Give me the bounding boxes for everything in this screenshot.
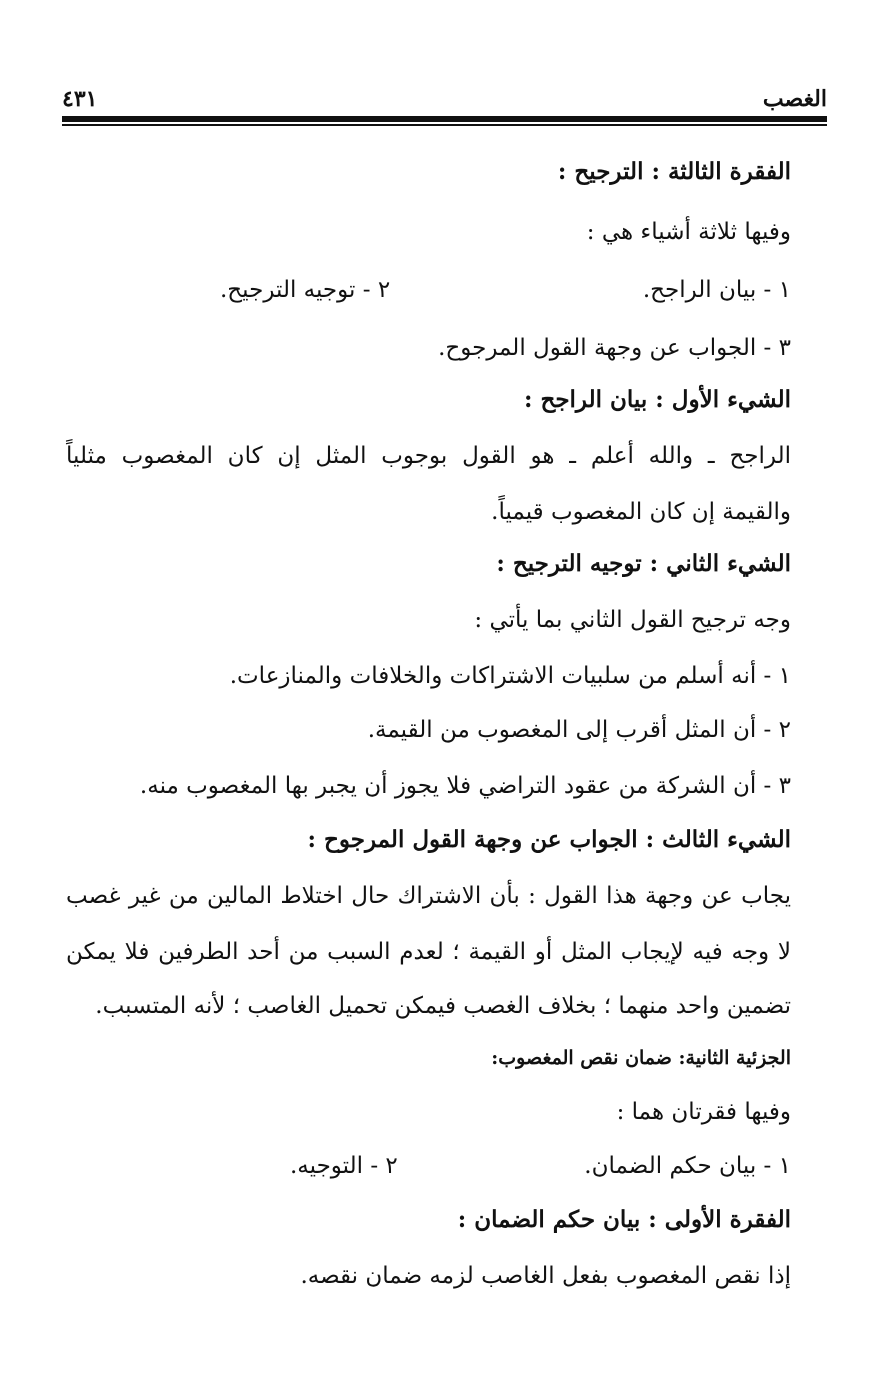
heading-second-part: الجزئية الثانية: ضمان نقص المغصوب: — [491, 1047, 791, 1069]
paragraph-jawab-line-1: يجاب عن وجهة هذا القول : بأن الاشتراك حال اختلاط المالين من غير غصب — [66, 883, 791, 909]
paragraph-intro: وفيها ثلاثة أشياء هي : — [586, 219, 791, 245]
section-heading-tarjih: الفقرة الثالثة : الترجيح : — [557, 158, 791, 185]
list-item-jawab: ٣ - الجواب عن وجهة القول المرجوح. — [438, 335, 791, 361]
heading-first-section: الفقرة الأولى : بيان حكم الضمان : — [457, 1206, 791, 1233]
page-header — [62, 82, 827, 112]
paragraph-rajih-line-2: والقيمة إن كان المغصوب قيمياً. — [491, 499, 791, 525]
paragraph-jawab-line-3: تضمين واحد منهما ؛ بخلاف الغصب فيمكن تحميل الغاصب ؛ لأنه المتسبب. — [95, 993, 791, 1019]
heading-first-thing: الشيء الأول : بيان الراجح : — [523, 386, 791, 413]
paragraph-jawab-line-2: لا وجه فيه لإيجاب المثل أو القيمة ؛ لعدم السبب من أحد الطرفين فلا يمكن — [66, 939, 791, 965]
list-item-2: ٢ - أن المثل أقرب إلى المغصوب من القيمة. — [367, 717, 791, 743]
list-row-2 — [290, 1150, 791, 1182]
list-item-3: ٣ - أن الشركة من عقود التراضي فلا يجوز أن يجبر بها المغصوب منه. — [139, 773, 791, 799]
header-rule-thin — [62, 124, 827, 126]
list-row-1 — [220, 274, 791, 306]
list-item-tawjih-2: ٢ - التوجيه. — [290, 1153, 398, 1179]
paragraph-rajih-line-1: الراجح ـ والله أعلم ـ هو القول بوجوب المثل إن كان المغصوب مثلياً — [66, 443, 791, 469]
paragraph-two-sections: وفيها فقرتان هما : — [616, 1099, 791, 1125]
page-number: ٤٣١ — [62, 86, 98, 112]
paragraph-hukm: إذا نقص المغصوب بفعل الغاصب لزمه ضمان نقصه. — [300, 1263, 791, 1289]
list-item-hukm: ١ - بيان حكم الضمان. — [584, 1153, 791, 1179]
paragraph-wajh: وجه ترجيح القول الثاني بما يأتي : — [474, 607, 791, 633]
list-item-rajih: ١ - بيان الراجح. — [642, 277, 791, 303]
list-item-tawjih: ٢ - توجيه الترجيح. — [220, 277, 391, 303]
running-title: الغصب — [762, 86, 827, 112]
list-item-1: ١ - أنه أسلم من سلبيات الاشتراكات والخلافات والمنازعات. — [229, 663, 791, 689]
heading-second-thing: الشيء الثاني : توجيه الترجيح : — [496, 550, 791, 577]
heading-third-thing: الشيء الثالث : الجواب عن وجهة القول المرجوح : — [307, 826, 791, 853]
header-rule-thick — [62, 116, 827, 122]
